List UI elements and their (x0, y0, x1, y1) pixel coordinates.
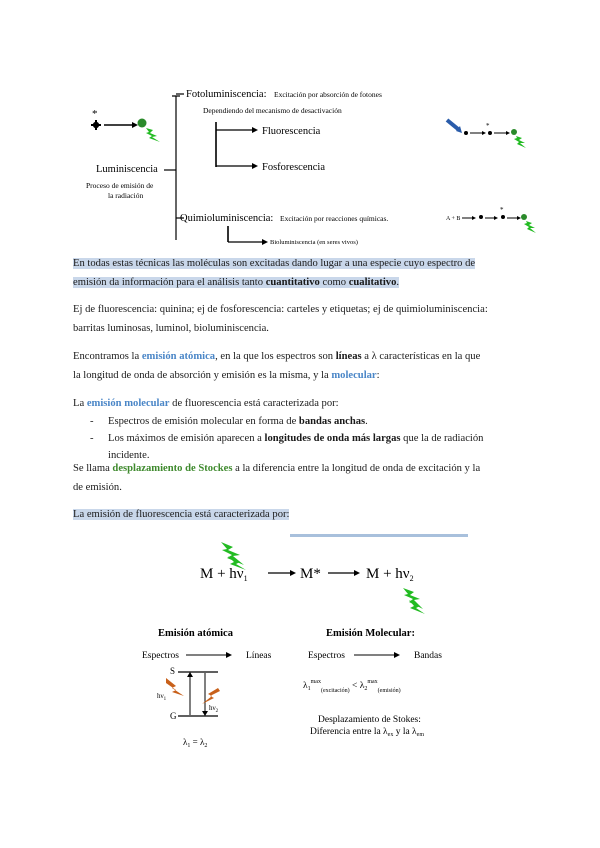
lambda-relation: $\lambda_1^{max}_{(excitación)} < \lambda_2^{max}_{(emisión)}$ (303, 679, 401, 694)
para-molecular (73, 394, 543, 413)
stokes-line1: Desplazamiento de Stokes: (318, 715, 421, 725)
bullet-2-cont: incidente. (108, 450, 150, 461)
proceso-line1: Proceso de emisión de (86, 181, 154, 190)
excited-molecule-icon (91, 108, 101, 130)
luminiscencia-label: Luminiscencia (96, 164, 158, 175)
stokes-line2: Diferencia entre la $\lambda_{ex}$ y la $\lambda_{em}$ (310, 727, 425, 738)
fosforescencia-label: Fosforescencia (262, 162, 325, 173)
bandas-anchas-bold: bandas anchas (298, 416, 366, 427)
chemical-excitation-scheme (446, 206, 536, 233)
luminiscence-diagram (0, 80, 600, 255)
cualitativo-bold: cualitativo (348, 277, 397, 288)
molecular-espectros: Espectros (308, 651, 345, 661)
longitudes-bold: longitudes de onda más largas (264, 433, 401, 444)
para3-e: : (376, 370, 380, 381)
molecular-title: Emisión Molecular: (326, 628, 415, 639)
bullet1-c: . (365, 416, 368, 427)
para2-line2: barritas luminosas, luminol, bioluminiscencia. (73, 323, 269, 334)
para3-d: la longitud de onda de absorción y emisión es la misma, y la (73, 370, 332, 381)
bullet-dash: - (90, 433, 94, 444)
green-molecule-icon (138, 119, 147, 128)
eq-mid: M* (300, 566, 321, 582)
svg-text:*: * (92, 108, 98, 120)
emision-molecular-term: emisión molecular (86, 398, 170, 409)
atomic-lineas: Líneas (246, 651, 272, 661)
emision-atomica-term: emisión atómica (141, 351, 216, 362)
lightning-in-icon (221, 542, 244, 565)
para-fluorescence-heading (73, 505, 289, 524)
svg-text:A + B: A + B (446, 216, 461, 222)
bullet2-c: que la de radiación (400, 433, 484, 444)
svg-text:*: * (500, 206, 504, 214)
lightning-icon (146, 128, 160, 142)
proceso-line2: la radiación (108, 191, 144, 200)
para-stokes (73, 459, 543, 497)
level-G: G (170, 711, 177, 721)
bullet-2 (90, 429, 540, 448)
blue-divider-bar (290, 534, 468, 537)
molecular-term: molecular (331, 370, 377, 381)
emission-diagram (0, 528, 600, 768)
orange-lightning-left (166, 678, 184, 696)
biolum-label: Bioluminiscencia (en seres vivos) (270, 239, 358, 246)
para1-line2-a: emisión da información para el análisis tanto (73, 277, 266, 288)
para-atomic (73, 347, 543, 385)
atomic-espectros: Espectros (142, 651, 179, 661)
foto-title: Fotoluminiscencia: (186, 89, 267, 100)
quimio-title: Quimioluminiscencia: (180, 213, 274, 224)
para3-b: , en la que los espectros son (215, 351, 336, 362)
fluorescencia-label: Fluorescencia (262, 126, 321, 137)
bullet-dash: - (90, 416, 94, 427)
desplazamiento-term: desplazamiento de Stockes (112, 463, 233, 474)
para5-b: a la diferencia entre la longitud de onda de excitación y la (232, 463, 481, 474)
svg-text:*: * (486, 122, 490, 130)
para5-c: de emisión. (73, 482, 122, 493)
foto-desc: Excitación por absorción de fotones (274, 90, 382, 99)
atomic-title: Emisión atómica (158, 628, 233, 639)
para1-line1: En todas estas técnicas las moléculas son excitadas dando lugar a una especie cuyo espectro de (73, 258, 476, 269)
para1-line2-b: como (319, 277, 349, 288)
eq-left: $M + h\nu_1$ (200, 566, 248, 583)
bullet1-a: Espectros de emisión molecular en forma de (108, 416, 299, 427)
eq-right: $M + h\nu_2$ (366, 566, 414, 583)
para4-b: de fluorescencia está caracterizada por: (169, 398, 339, 409)
para3-a: Encontramos la (73, 351, 142, 362)
lineas-bold: líneas (335, 351, 362, 362)
atomic-relation: $\lambda_1 = \lambda_2$ (183, 737, 208, 749)
bullet2-a: Los máximos de emisión aparecen a (108, 433, 265, 444)
photo-excitation-scheme (447, 120, 526, 148)
level-S: S (170, 666, 176, 676)
para1-line2-c: . (396, 277, 400, 288)
para4-a: La (73, 398, 87, 409)
para6-text: La emisión de fluorescencia está caracterizada por: (73, 509, 290, 520)
para-examples (73, 300, 543, 338)
para2-line1: Ej de fluorescencia: quinina; ej de fosforescencia: carteles y etiquetas; ej de quimioluminiscencia: (73, 304, 488, 315)
para-techniques (73, 254, 533, 292)
para5-a: Se llama (73, 463, 113, 474)
cuantitativo-bold: cuantitativo (265, 277, 320, 288)
hv1-label: $h\nu_1$ (157, 692, 167, 702)
hv2-label: $h\nu_2$ (209, 704, 219, 714)
para3-c: a λ características en la que (361, 351, 481, 362)
molecular-bandas: Bandas (414, 651, 442, 661)
lightning-out-icon (403, 588, 423, 609)
quimio-desc: Excitación por reacciones químicas. (280, 214, 389, 223)
depende-text: Dependiendo del mecanismo de desactivación (203, 106, 342, 115)
